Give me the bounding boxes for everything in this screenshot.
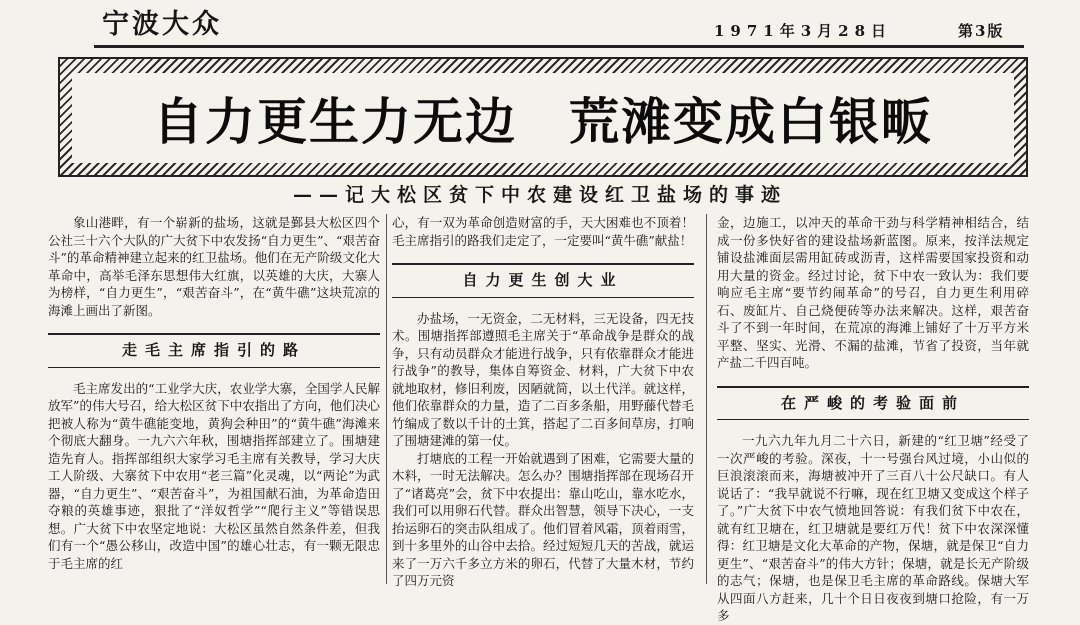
paragraph: 打塘底的工程一开始就遇到了困难，它需要大量的木料，一时无法解决。怎么办？围塘指挥部在现场召开了“诸葛亮”会，贫下中农提出：靠山吃山，靠水吃水，我们可以用卵石代替。群众出智慧，领导下决心，一支抬运卵石的突击队组成了。他们冒着风霜，顶着雨雪，到十多里外的山谷中去拾。经过短短几天的苦战，就运来了一万六千多立方米的卵石，代替了大量木材，节约了四万元资 <box>392 450 694 588</box>
paragraph: 一九六九年九月二十六日，新建的“红卫塘”经受了一次严峻的考验。深夜，十一号强台风过境，小山似的巨浪滚滚而来，海塘被冲开了三百八十公尺缺口。有人说话了：“我早就说不行嘛，现在红卫塘又变成这个样子了。”广大贫下中农气愤地回答说：有我们贫下中农在，就有红卫塘在，红卫塘就是要红万代！贫下中农深深懂得：红卫塘是文化大革命的产物，保塘，就是保卫“自力更生”、“艰苦奋斗”的伟大方针；保塘，就是长无产阶级的志气；保塘，也是保卫毛主席的革命路线。保塘大军从四面八方赶来，几十个日日夜夜到塘口抢险，有一万多 <box>717 433 1029 623</box>
article-column-1 <box>48 214 380 572</box>
column-divider <box>706 214 707 584</box>
issue-date: 1971年3月28日 <box>714 22 893 40</box>
headline-panel <box>72 73 1014 163</box>
paragraph: 办盐场，一无资金，二无材料，三无设备，四无技术。围塘指挥部遵照毛主席关于“革命战争是群众的战争，只有动员群众才能进行战争，只有依靠群众才能进行战争”的教导，集体自筹资金、材料，广大贫下中农就地取材，修旧利废，因陋就简，以土代洋。就这样，他们依靠群众的力量，造了二百多条船，用野藤代替毛竹编成了数以千计的土箕，搭起了二百多间草房，打响了围塘建滩的第一仗。 <box>392 310 694 448</box>
section-heading: 在严峻的考验面前 <box>717 386 1029 421</box>
main-headline: 自力更生力无边 荒滩变成白银畈 <box>153 93 933 151</box>
column-divider <box>386 214 387 584</box>
paragraph: 毛主席发出的“工业学大庆，农业学大寨，全国学人民解放军”的伟大号召，给大松区贫下中农指出了方向，他们决心把被人称为“黄牛礁能变地，黄狗会种田”的“黄牛礁”海滩来个彻底大翻身。一九六六年秋，围塘指挥部建立了。围塘建造先育人。指挥部组织大家学习毛主席有关教导，学习大庆工人阶级、大寨贫下中农用“老三篇”化灵魂，以“两论”为武器，“自力更生”、“艰苦奋斗”，为祖国献石油，为革命造田夺粮的英雄事迹，狠批了“洋奴哲学”“爬行主义”等错误思想。广大贫下中农坚定地说：大松区虽然自然条件差，但我们有一个“愚公移山，改造中国”的雄心壮志，有一颗无限忠于毛主席的红 <box>48 380 380 571</box>
paragraph: 心，有一双为革命创造财富的手，天大困难也不顶着！毛主席指引的路我们走定了，一定要叫“黄牛礁”献盐！ <box>392 215 694 248</box>
article-column-3 <box>717 214 1029 625</box>
headline-banner <box>58 57 1028 177</box>
newspaper-name: 宁波大众 <box>102 9 222 40</box>
sub-headline: ——记大松区贫下中农建设红卫盐场的事迹 <box>292 184 787 206</box>
page-edition: 第3版 <box>958 22 1005 40</box>
paragraph: 金，边施工，以冲天的革命干劲与科学精神相结合，结成一份多快好省的建设盐场新蓝图。原来，按洋法规定铺设盐滩面层需用缸砖或沥青，这样需要国家投资和动用大量的资金。经过讨论，贫下中农一致认为：我们要响应毛主席“要节约闹革命”的号召，自力更生利用碎石、废缸片、自己烧便砖等办法来解决。这样，艰苦奋斗了不到一年时间，在荒凉的海滩上铺好了十万平方米平整、坚实、光滑、不漏的盐滩，节省了投资，当年就产盐二千四百吨。 <box>717 215 1029 370</box>
article-column-2 <box>392 214 694 590</box>
section-heading: 走毛主席指引的路 <box>48 333 380 368</box>
section-heading: 自力更生创大业 <box>392 263 694 298</box>
masthead <box>0 0 1080 46</box>
masthead-rule <box>94 45 1024 48</box>
paragraph: 象山港畔，有一个崭新的盐场，这就是鄞县大松区四个公社三十六个大队的广大贫下中农发扬“自力更生”、“艰苦奋斗”的革命精神建立起来的红卫盐场。他们在无产阶级文化大革命中，高举毛泽东思想伟大红旗，以英雄的大庆，大寨人为榜样，“自力更生”，“艰苦奋斗”，在“黄牛礁”这块荒凉的海滩上画出了新图。 <box>48 215 380 318</box>
